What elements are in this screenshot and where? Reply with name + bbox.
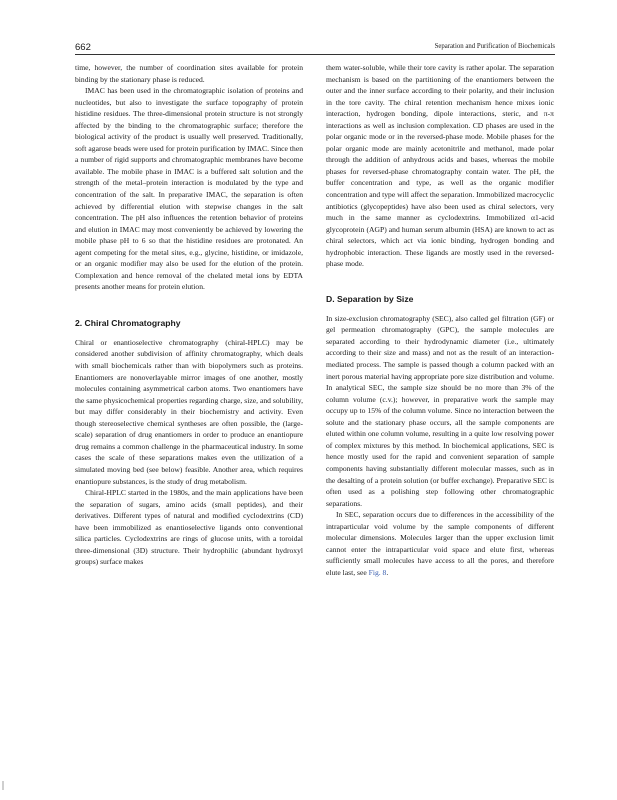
sentence-end: .: [386, 567, 389, 577]
page-number: 662: [75, 42, 91, 53]
figure-link[interactable]: Fig. 8: [368, 567, 387, 577]
paragraph-cyclodextrin: them water-soluble, while their tore cavity is rather apolar. The separation mechanism is based on the partitioning of the enantiomers between the outer and the inner surface according to their polarity, and their inclusion in the tore cavity. The chiral retention mechanism hence mixes ionic interaction, hydrogen bonding, dipole interactions, steric, and π-π interactions as well as inclusion complexation. CD phases are used in the polar organic mode or in the reversed-phase mode. Mobile phases for the polar organic mode are mainly acetonitrile and methanol, made polar through the addition of anhydrous acids and bases, whereas the mobile phases for reversed-phase chromatography contain water. The pH, the buffer concentration and type, as well as the organic modifier concentration and type will affect the separation. Immobilized macrocyclic antibiotics (glycopeptides) have also been used as chiral selectors, very much in the same manner as cyclodextrins. Immobilized α1-acid glycoprotein (AGP) and human serum albumin (HSA) are known to act as chiral selectors, which act via ionic binding, hydrogen bonding and hydrophobic interaction. These ligands are mostly used in the reversed-phase mode.: [326, 63, 554, 269]
paragraph-sec-mechanism-text: In SEC, separation occurs due to differences in the accessibility of the intraparticular void volume by the sample components of different molecular dimensions. Molecules larger than the upper exclusion limit cannot enter the intraparticular void space and elute first, whereas sufficiently small molecules have access to all the pores, and therefore elute last, see: [326, 510, 554, 577]
paragraph-imac-continued: time, however, the number of coordination sites available for protein binding by the stationary phase is reduced.: [75, 63, 303, 84]
paragraph-chiral-hplc: Chiral-HPLC started in the 1980s, and the main applications have been the separation of sugars, amino acids (small peptides), and their derivatives. Different types of natural and modified cyclodextrins (CD) have been immobilized as enantioselective ligands onto conventional silica particles. Cyclodextrins are rings of glucose units, with a toroidal three-dimensional (3D) structure. Their hydrophilic (abundant hydroxyl groups) surface makes: [75, 488, 303, 567]
left-column: [75, 62, 303, 568]
page-header: [75, 42, 555, 54]
section-heading-size: D. Separation by Size: [326, 293, 414, 304]
right-column: [326, 62, 554, 578]
paragraph-imac: IMAC has been used in the chromatographic isolation of proteins and nucleotides, but also to investigate the surface topography of protein histidine residues. The three-dimensional protein structure is not strongly affected by the binding to the chromatographic surface; therefore the biological activity of the product is usually well preserved. Traditionally, soft agarose beads were used for protein purification by IMAC. Since then a number of rigid supports and chromatographic membranes have become available. The mobile phase in IMAC is a buffered salt solution and the strength of the metal–protein interaction is modulated by the type and concentration of the salt. In preparative IMAC, the separation is often achieved by differential elution with stepwise changes in the salt concentration. The pH also influences the retention behavior of proteins and elution in IMAC may most conveniently be achieved by lowering the mobile phase pH to 6 so that the histidine residues are protonated. An agent competing for the metal sites, e.g., glycine, histidine, or imidazole, or an organic modifier may also be used for the elution of the protein. Complexation and hence removal of the chelated metal ions by EDTA presents another means for protein elution.: [75, 86, 303, 292]
section-heading-chiral: 2. Chiral Chromatography: [75, 317, 181, 328]
header-rule: [75, 54, 555, 55]
paragraph-sec-mechanism: [326, 509, 554, 578]
paragraph-chiral-intro: Chiral or enantioselective chromatography (chiral-HPLC) may be considered another subdivision of affinity chromatography, which deals with small biochemicals rather than with biopolymers such as proteins. Enantiomers are nonoverlayable mirror images of one another, mostly molecules containing asymmetrical carbon atoms. Two enantiomers have the same physicochemical properties regarding charge, size, and solubility, but may differ considerably in their biochemistry and activity. Even though stereoselective chemical syntheses are often possible, the (large-scale) separation of drug enantiomers in order to produce an enantiopure drug remains a common challenge in the pharmaceutical industry. In some cases the scale of these separations makes even the utilization of a simulated moving bed (see below) feasible. Another area, which requires enantiopure substances, is the study of drug metabolism.: [75, 337, 303, 486]
running-title: Separation and Purification of Biochemicals: [434, 43, 555, 50]
paragraph-sec-intro: In size-exclusion chromatography (SEC), also called gel filtration (GF) or gel permeation chromatography (GPC), the sample molecules are separated according to their hydrodynamic diameter (i.e., ultimately according to their size and mass) and not as the result of an interaction-mediated process. The sample is passed though a column packed with an inert porous material having appropriate pore size distribution and volume. In analytical SEC, the sample size should be no more than 3% of the column volume (c.v.); however, in preparative work the sample may occupy up to 15% of the column volume. Since no interaction between the solute and the stationary phase occurs, all the sample components are eluted within one column volume, resulting in a quite low resolving power of complex mixtures by this method. In biochemical applications, SEC is hence mostly used for the rapid and convenient separation of sample components having substantially different molecular masses, such as in the desalting of a protein solution (or buffer exchange). Preparative SEC is often used as a polishing step following other chromatographic separations.: [326, 313, 554, 508]
margin-mark: [2, 781, 4, 790]
